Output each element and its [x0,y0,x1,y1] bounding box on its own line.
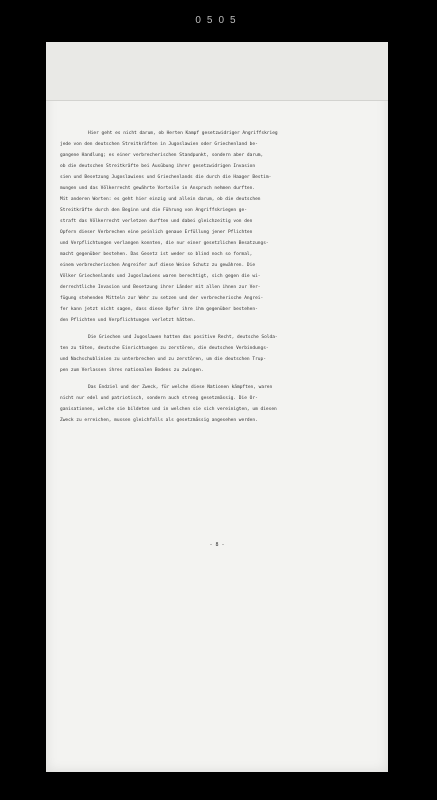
text-line: fer kann jetzt nicht sagen, dass diese Opfer ihre ihm gegenüber bestehen- [60,307,258,312]
paragraph [60,332,376,376]
text-line: den Pflichten und Verpflichtungen verletzt hätten. [60,318,196,323]
text-line: ob die deutschen Streitkräfte bei Ausübung ihrer gesetzwidrigen Invasion [60,164,256,169]
text-line: Zweck zu erreichen, mussen gleichfalls als gesetzmässig angesehen werden. [60,418,258,423]
text-line: Das Endziel und der Zweck, für welche diese Nationen kämpften, waren [88,385,273,390]
microfilm-frame-number: 0505 [195,15,242,26]
text-line: Die Griechen und Jugoslawen hatten das positive Recht, deutsche Solda- [88,335,278,340]
text-line: nicht nur edel und patriotisch, sondern auch streng gesetzmässig. Die Or- [60,396,258,401]
text-line: gangene Handlung; es einer verbrecherischen Standpunkt, sondern aber darum, [60,153,264,158]
text-line: ten zu töten, deutsche Einrichtungen zu zerstören, die deutschen Verbindungs- [60,346,269,351]
page-number: - 8 - [209,542,225,548]
text-line: macht gegenüber bestehen. Das Gesetz ist weder so blind noch so formal, [60,252,253,257]
text-line: einem verbrecherischen Angreifer auf diese Weise Schutz zu gewähren. Die [60,263,256,268]
text-line: Opfern dieser Verbrechen eine peinlich genaue Erfüllung jener Pflichten [60,230,253,235]
text-line: sien und Besetzung Jugoslawiens und Griechenlands die durch die Haager Bestim- [60,175,272,180]
text-line: mungen und das Völkerrecht gewährte Vorteile in Anspruch nehmen durften. [60,186,256,191]
text-line: fügung stehenden Mitteln zur Wehr zu setzen und der verbrecherische Angrei- [60,296,264,301]
document-body [60,128,376,432]
text-line: und Nachschublinien zu unterbrechen und zu zerstören, um die deutschen Trup- [60,357,266,362]
text-line: Völker Griechenlands und Jugoslawiens waren berechtigt, sich gegen die wi- [60,274,261,279]
text-line: straft das Völkerrecht verletzen durften und dabei gleichzeitig von den [60,219,253,224]
paragraph [60,128,376,326]
text-line: Mit anderen Worten: es geht hier einzig und allein darum, ob die deutschen [60,197,261,202]
text-line: pen zum Verlassen ihres nationalen Bodens zu zwingen. [60,368,204,373]
text-line: ganisationen, welche sie bildeten und in welchen sie sich vereinigten, um diesen [60,407,277,412]
text-line: Streitkräfte durch den Beginn und die Führung von Angriffskriegen ge- [60,208,247,213]
text-line: derrechtliche Invasion und Besetzung ihrer Länder mit allen ihnen zur Ver- [60,285,261,290]
page-header-strip [46,42,388,101]
text-line: Hier geht es nicht darum, ob Herten Kampf gesetzwidriger Angriffskrieg [88,131,278,136]
text-line: und Verpflichtungen verlangen konnten, die nur einer gesetzlichen Besatzungs- [60,241,269,246]
document-page [46,42,388,772]
text-line: jede von den deutschen Streitkräften in Jugoslawien oder Griechenland be- [60,142,258,147]
paragraph [60,382,376,426]
